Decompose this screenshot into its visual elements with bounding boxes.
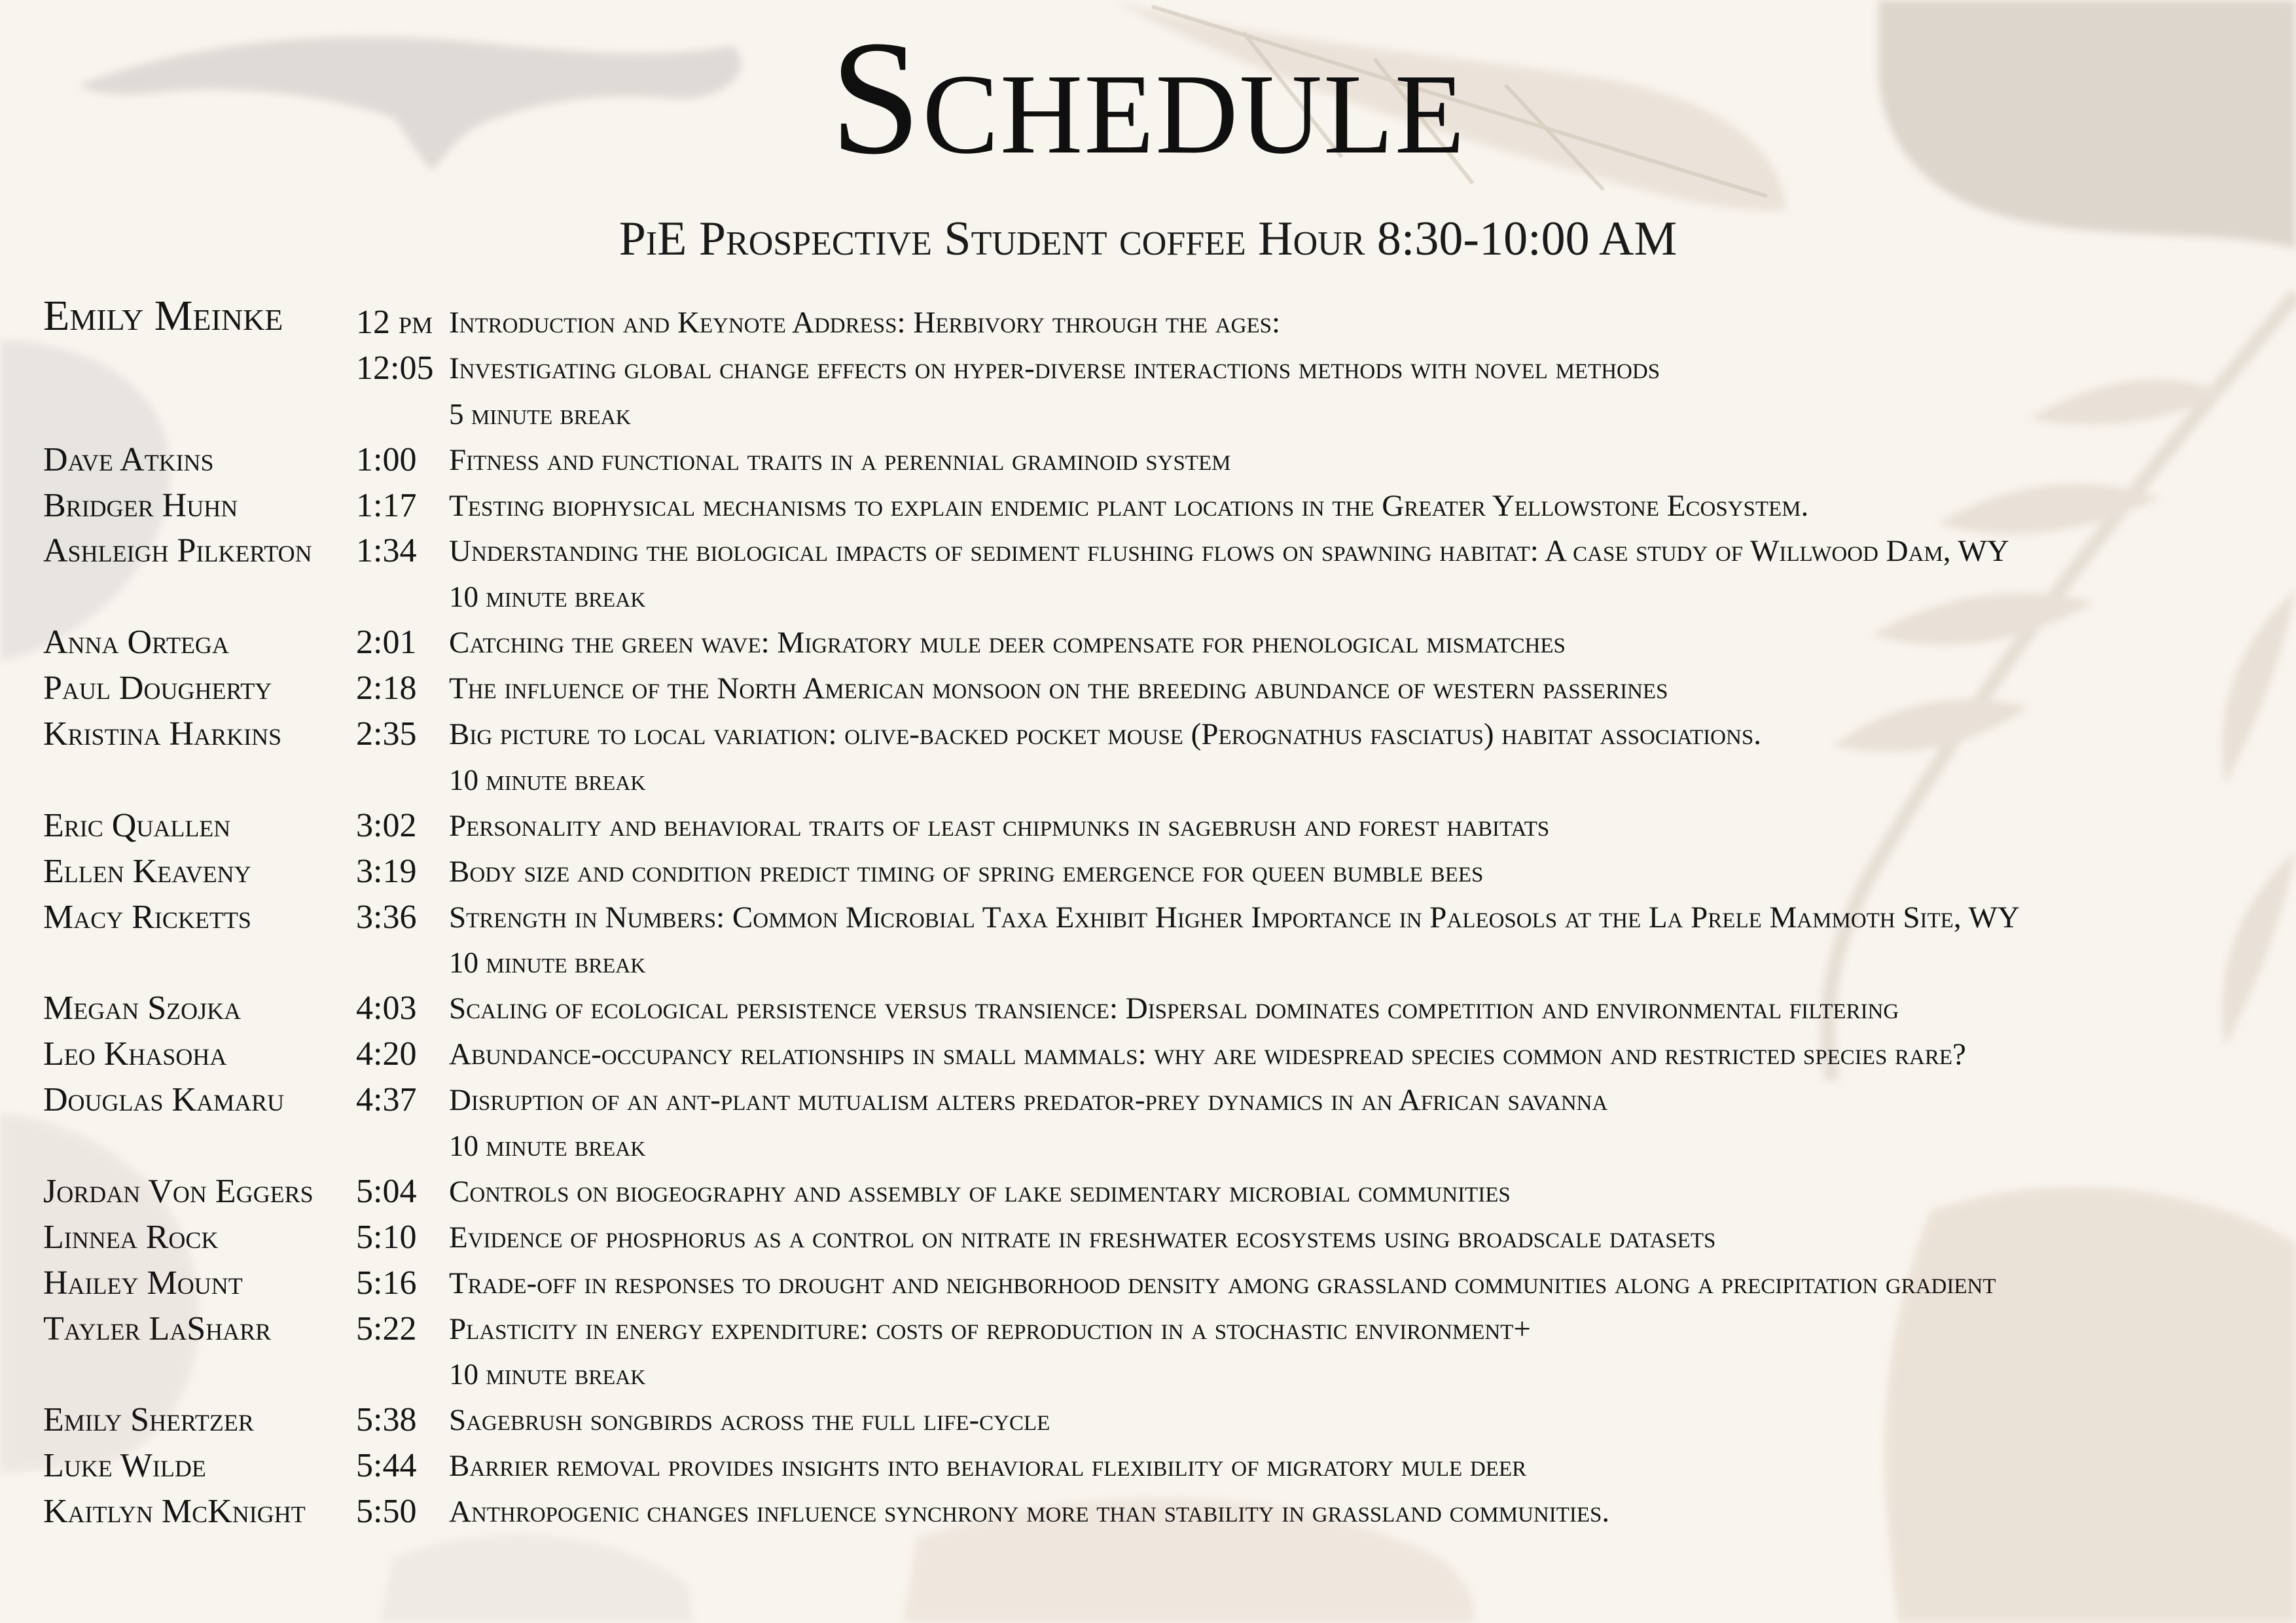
talk-title: Abundance-occupancy relationships in small mammals: why are widespread species common and restricted species rare? (449, 1037, 1966, 1072)
schedule-row (43, 1169, 2282, 1215)
schedule-row (43, 666, 2282, 711)
schedule-row (43, 895, 2282, 940)
schedule-row (43, 986, 2282, 1031)
speaker-name: Hailey Mount (43, 1264, 243, 1302)
speaker-name: Anna Ortega (43, 624, 229, 662)
speaker-name: Ellen Keaveny (43, 852, 251, 890)
schedule-row (43, 1397, 2282, 1443)
talk-time: 3:02 (356, 806, 417, 844)
break-label: 10 minute break (449, 946, 646, 980)
talk-title: Catching the green wave: Migratory mule deer compensate for phenological mismatches (449, 626, 1566, 660)
speaker-name: Eric Quallen (43, 806, 231, 844)
schedule-row (43, 1306, 2282, 1352)
talk-time: 5:22 (356, 1310, 417, 1347)
speaker-name: Emily Meinke (43, 292, 283, 340)
speaker-name: Douglas Kamaru (43, 1081, 285, 1119)
schedule-row (43, 292, 2282, 346)
schedule-row (43, 1215, 2282, 1260)
speaker-name: Leo Khasoha (43, 1035, 227, 1073)
talk-title: Body size and condition predict timing of spring emergence for queen bumble bees (449, 854, 1484, 889)
talk-time: 12:05 (356, 349, 434, 387)
break-label: 10 minute break (449, 1130, 646, 1163)
schedule-row (43, 1260, 2282, 1306)
talk-time: 5:10 (356, 1218, 417, 1256)
speaker-name: Tayler LaSharr (43, 1310, 272, 1347)
schedule-row (43, 483, 2282, 529)
schedule-row (43, 620, 2282, 666)
schedule-row (43, 803, 2282, 849)
speaker-name: Macy Ricketts (43, 898, 251, 936)
break-row (43, 1351, 2282, 1397)
talk-time: 12 pm (356, 304, 433, 341)
talk-title: Scaling of ecological persistence versus transience: Dispersal dominates competition and environmental filtering (449, 991, 1899, 1026)
schedule-row (43, 711, 2282, 757)
schedule-row (43, 1489, 2282, 1535)
talk-time: 3:19 (356, 852, 417, 890)
speaker-name: Dave Atkins (43, 440, 214, 478)
talk-title: Anthropogenic changes influence synchrony more than stability in grassland communities. (449, 1495, 1610, 1529)
talk-title: Strength in Numbers: Common Microbial Taxa Exhibit Higher Importance in Paleosols at the La Prele Mammoth Site, WY (449, 900, 2020, 935)
break-label: 10 minute break (449, 580, 646, 614)
talk-time: 5:38 (356, 1401, 417, 1439)
schedule-row (43, 1077, 2282, 1123)
talk-title: Trade-off in responses to drought and neighborhood density among grassland communities along a precipitation gradient (449, 1266, 1996, 1300)
break-row (43, 940, 2282, 986)
talk-title: Understanding the biological impacts of sediment flushing flows on spawning habitat: A case study of Willwood Dam, WY (449, 534, 2009, 569)
speaker-name: Paul Dougherty (43, 669, 272, 707)
speaker-name: Ashleigh Pilkerton (43, 532, 312, 570)
speaker-name: Bridger Huhn (43, 486, 238, 524)
talk-title: Plasticity in energy expenditure: costs of reproduction in a stochastic environment+ (449, 1311, 1531, 1346)
schedule-list (43, 292, 2282, 1535)
talk-title: Investigating global change effects on hyper-diverse interactions methods with novel methods (449, 351, 1660, 385)
schedule-row (43, 1031, 2282, 1077)
break-label: 10 minute break (449, 1358, 646, 1391)
talk-time: 5:44 (356, 1447, 417, 1485)
talk-time: 1:34 (356, 532, 417, 570)
speaker-name: Linnea Rock (43, 1218, 219, 1256)
talk-title: Evidence of phosphorus as a control on nitrate in freshwater ecosystems using broadscale datasets (449, 1220, 1716, 1255)
talk-title: Sagebrush songbirds across the full life-cycle (449, 1403, 1050, 1438)
schedule-row (43, 1443, 2282, 1489)
talk-time: 1:17 (356, 486, 417, 524)
talk-time: 2:01 (356, 624, 417, 662)
talk-time: 5:50 (356, 1493, 417, 1531)
speaker-name: Kristina Harkins (43, 715, 282, 753)
talk-title: Personality and behavioral traits of least chipmunks in sagebrush and forest habitats (449, 808, 1550, 843)
talk-time: 4:37 (356, 1081, 417, 1119)
talk-time: 2:35 (356, 715, 417, 753)
schedule-row (43, 437, 2282, 483)
speaker-name: Emily Shertzer (43, 1401, 254, 1439)
break-row (43, 391, 2282, 437)
talk-title: Barrier removal provides insights into behavioral flexibility of migratory mule deer (449, 1449, 1527, 1484)
talk-time: 4:03 (356, 990, 417, 1027)
talk-title: Fitness and functional traits in a perennial graminoid system (449, 442, 1231, 477)
page-title: Schedule (830, 7, 1466, 188)
talk-time: 4:20 (356, 1035, 417, 1073)
page-subtitle: PiE Prospective Student coffee Hour 8:30-10:00 AM (619, 212, 1677, 266)
break-row (43, 574, 2282, 620)
talk-time: 1:00 (356, 440, 417, 478)
speaker-name: Megan Szojka (43, 990, 242, 1027)
talk-title: Big picture to local variation: olive-backed pocket mouse (Perognathus fasciatus) habitat associations. (449, 717, 1761, 752)
talk-time: 3:36 (356, 898, 417, 936)
break-row (43, 1123, 2282, 1169)
talk-time: 5:04 (356, 1172, 417, 1210)
talk-time: 5:16 (356, 1264, 417, 1302)
break-label: 10 minute break (449, 763, 646, 796)
speaker-name: Jordan Von Eggers (43, 1172, 314, 1210)
talk-title: Introduction and Keynote Address: Herbivory through the ages: (449, 306, 1281, 340)
break-label: 5 minute break (449, 397, 631, 431)
schedule-row (43, 346, 2282, 391)
talk-time: 2:18 (356, 669, 417, 707)
talk-title: The influence of the North American monsoon on the breeding abundance of western passerines (449, 671, 1668, 706)
talk-title: Disruption of an ant-plant mutualism alters predator-prey dynamics in an African savanna (449, 1083, 1608, 1118)
speaker-name: Kaitlyn McKnight (43, 1493, 306, 1531)
schedule-row (43, 849, 2282, 895)
break-row (43, 757, 2282, 803)
talk-title: Controls on biogeography and assembly of lake sedimentary microbial communities (449, 1174, 1511, 1209)
speaker-name: Luke Wilde (43, 1447, 206, 1485)
talk-title: Testing biophysical mechanisms to explain endemic plant locations in the Greater Yellowstone Ecosystem. (449, 488, 1809, 523)
schedule-row (43, 528, 2282, 574)
